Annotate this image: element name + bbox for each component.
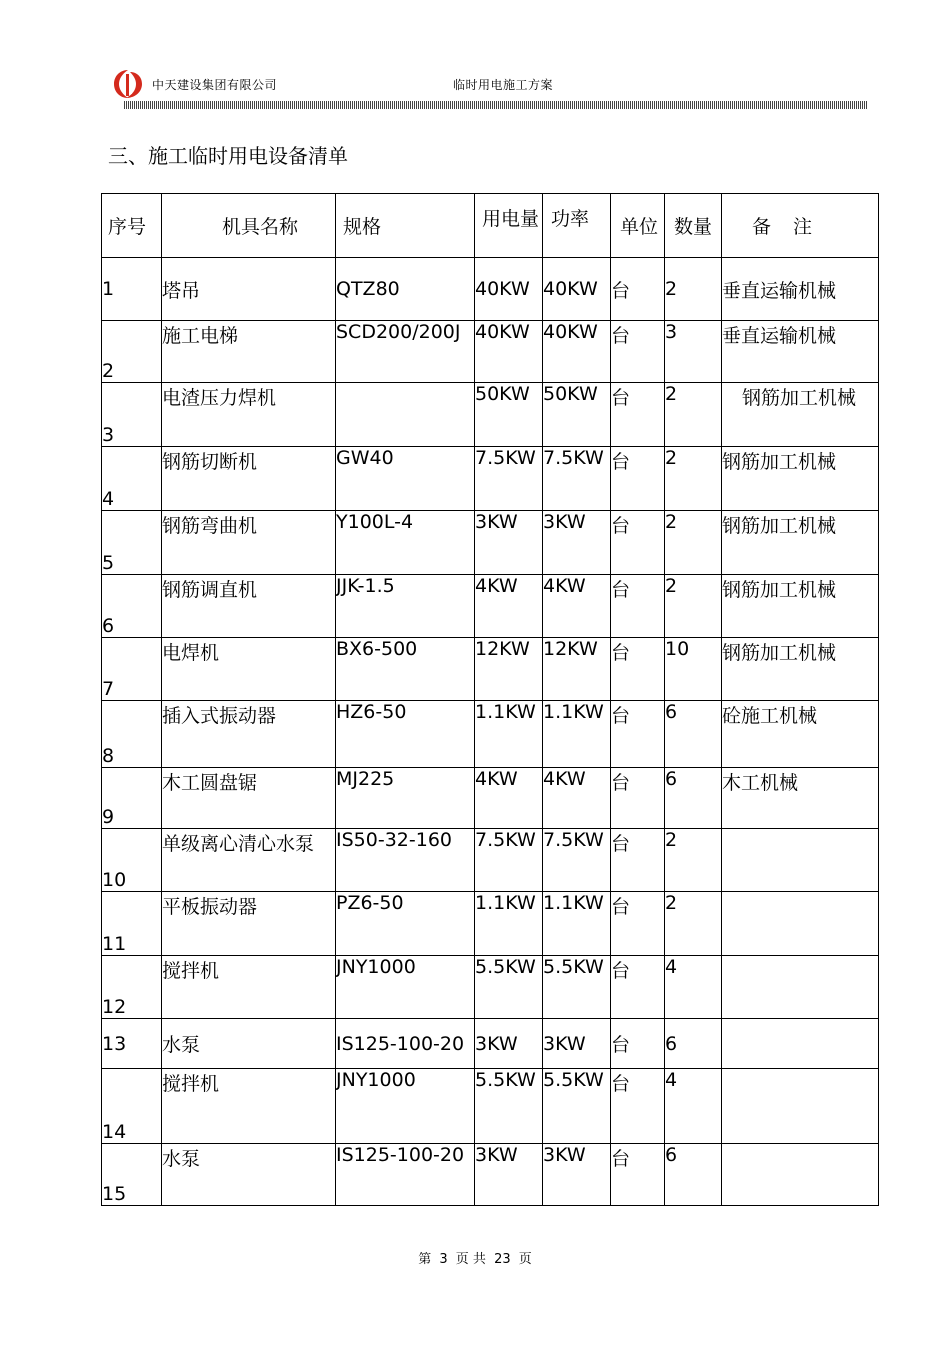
cell-name: 钢筋切断机 xyxy=(162,447,336,511)
cell-seq: 12 xyxy=(102,956,162,1019)
cell-unit: 台 xyxy=(611,447,665,511)
header-seq: 序号 xyxy=(102,194,162,258)
header-unit: 单位 xyxy=(611,194,665,258)
cell-unit: 台 xyxy=(611,1144,665,1206)
cell-power: 5.5KW xyxy=(543,1069,611,1144)
cell-usage: 7.5KW xyxy=(475,829,543,892)
cell-name: 钢筋调直机 xyxy=(162,575,336,638)
cell-unit: 台 xyxy=(611,1069,665,1144)
table-row xyxy=(102,638,879,701)
cell-unit: 台 xyxy=(611,511,665,575)
table-row xyxy=(102,383,879,447)
footer-middle: 页 共 xyxy=(455,1252,486,1267)
cell-qty: 3 xyxy=(665,321,722,383)
cell-unit: 台 xyxy=(611,768,665,829)
cell-seq: 9 xyxy=(102,768,162,829)
cell-name: 单级离心清心水泵 xyxy=(162,829,336,892)
cell-usage: 3KW xyxy=(475,1019,543,1069)
cell-usage: 3KW xyxy=(475,511,543,575)
cell-note: 垂直运输机械 xyxy=(722,321,879,383)
cell-note: 垂直运输机械 xyxy=(722,258,879,321)
cell-spec: HZ6-50 xyxy=(336,701,475,768)
table-row xyxy=(102,701,879,768)
table-row xyxy=(102,1144,879,1206)
cell-qty: 2 xyxy=(665,829,722,892)
cell-qty: 2 xyxy=(665,892,722,956)
cell-qty: 6 xyxy=(665,1019,722,1069)
cell-note: 钢筋加工机械 xyxy=(722,511,879,575)
cell-name: 钢筋弯曲机 xyxy=(162,511,336,575)
cell-qty: 2 xyxy=(665,447,722,511)
cell-name: 插入式振动器 xyxy=(162,701,336,768)
cell-spec: MJ225 xyxy=(336,768,475,829)
table-row xyxy=(102,892,879,956)
cell-usage: 5.5KW xyxy=(475,1069,543,1144)
cell-usage: 1.1KW xyxy=(475,701,543,768)
cell-note xyxy=(722,1019,879,1069)
cell-power: 50KW xyxy=(543,383,611,447)
cell-spec: IS125-100-20 xyxy=(336,1019,475,1069)
cell-unit: 台 xyxy=(611,892,665,956)
cell-qty: 6 xyxy=(665,701,722,768)
table-row xyxy=(102,829,879,892)
cell-name: 施工电梯 xyxy=(162,321,336,383)
cell-spec: JNY1000 xyxy=(336,956,475,1019)
cell-qty: 6 xyxy=(665,768,722,829)
cell-usage: 40KW xyxy=(475,258,543,321)
footer-suffix: 页 xyxy=(518,1252,532,1267)
cell-unit: 台 xyxy=(611,258,665,321)
cell-seq: 1 xyxy=(102,258,162,321)
cell-spec: JJK-1.5 xyxy=(336,575,475,638)
table-row xyxy=(102,447,879,511)
cell-qty: 2 xyxy=(665,383,722,447)
table-row xyxy=(102,511,879,575)
cell-seq: 15 xyxy=(102,1144,162,1206)
cell-spec: IS125-100-20 xyxy=(336,1144,475,1206)
page-header xyxy=(0,0,950,120)
cell-power: 3KW xyxy=(543,1019,611,1069)
company-name: 中天建设集团有限公司 xyxy=(152,78,278,92)
table-row xyxy=(102,956,879,1019)
cell-usage: 4KW xyxy=(475,768,543,829)
cell-seq: 10 xyxy=(102,829,162,892)
cell-seq: 2 xyxy=(102,321,162,383)
cell-name: 塔吊 xyxy=(162,258,336,321)
cell-seq: 4 xyxy=(102,447,162,511)
cell-usage: 5.5KW xyxy=(475,956,543,1019)
cell-power: 1.1KW xyxy=(543,701,611,768)
cell-seq: 13 xyxy=(102,1019,162,1069)
cell-spec: SCD200/200J xyxy=(336,321,475,383)
cell-usage: 50KW xyxy=(475,383,543,447)
header-name: 机具名称 xyxy=(162,194,336,258)
cell-usage: 4KW xyxy=(475,575,543,638)
cell-note: 钢筋加工机械 xyxy=(722,383,879,447)
cell-note: 砼施工机械 xyxy=(722,701,879,768)
cell-power: 4KW xyxy=(543,768,611,829)
cell-spec: PZ6-50 xyxy=(336,892,475,956)
header-note: 备注 xyxy=(722,194,879,258)
cell-power: 1.1KW xyxy=(543,892,611,956)
cell-note: 钢筋加工机械 xyxy=(722,575,879,638)
company-logo-icon xyxy=(112,68,144,100)
cell-power: 4KW xyxy=(543,575,611,638)
header-spec: 规格 xyxy=(336,194,475,258)
table-row xyxy=(102,768,879,829)
cell-seq: 7 xyxy=(102,638,162,701)
equipment-table xyxy=(101,193,879,1206)
cell-power: 7.5KW xyxy=(543,447,611,511)
document-title: 临时用电施工方案 xyxy=(453,78,554,92)
cell-name: 电渣压力焊机 xyxy=(162,383,336,447)
cell-qty: 4 xyxy=(665,956,722,1019)
cell-unit: 台 xyxy=(611,829,665,892)
cell-qty: 2 xyxy=(665,511,722,575)
cell-power: 12KW xyxy=(543,638,611,701)
cell-qty: 6 xyxy=(665,1144,722,1206)
cell-name: 水泵 xyxy=(162,1019,336,1069)
table-row xyxy=(102,1019,879,1069)
cell-power: 5.5KW xyxy=(543,956,611,1019)
cell-name: 平板振动器 xyxy=(162,892,336,956)
header-power: 功率 xyxy=(543,194,611,258)
cell-seq: 14 xyxy=(102,1069,162,1144)
table-header-row xyxy=(102,194,879,258)
cell-usage: 1.1KW xyxy=(475,892,543,956)
cell-qty: 4 xyxy=(665,1069,722,1144)
cell-note xyxy=(722,1144,879,1206)
cell-spec xyxy=(336,383,475,447)
cell-unit: 台 xyxy=(611,701,665,768)
cell-name: 电焊机 xyxy=(162,638,336,701)
cell-seq: 8 xyxy=(102,701,162,768)
footer-total-pages: 23 xyxy=(494,1252,511,1267)
cell-spec: JNY1000 xyxy=(336,1069,475,1144)
cell-power: 3KW xyxy=(543,1144,611,1206)
cell-unit: 台 xyxy=(611,956,665,1019)
cell-spec: GW40 xyxy=(336,447,475,511)
cell-note: 钢筋加工机械 xyxy=(722,447,879,511)
cell-note xyxy=(722,829,879,892)
cell-usage: 12KW xyxy=(475,638,543,701)
cell-spec: Y100L-4 xyxy=(336,511,475,575)
cell-note xyxy=(722,892,879,956)
cell-usage: 40KW xyxy=(475,321,543,383)
cell-power: 7.5KW xyxy=(543,829,611,892)
table-row xyxy=(102,258,879,321)
cell-unit: 台 xyxy=(611,1019,665,1069)
cell-name: 木工圆盘锯 xyxy=(162,768,336,829)
cell-seq: 3 xyxy=(102,383,162,447)
cell-seq: 11 xyxy=(102,892,162,956)
table-row xyxy=(102,321,879,383)
footer-prefix: 第 xyxy=(418,1252,432,1267)
cell-seq: 5 xyxy=(102,511,162,575)
cell-qty: 2 xyxy=(665,258,722,321)
cell-note xyxy=(722,956,879,1019)
cell-seq: 6 xyxy=(102,575,162,638)
section-title: 三、施工临时用电设备清单 xyxy=(108,144,348,168)
cell-name: 搅拌机 xyxy=(162,956,336,1019)
cell-qty: 10 xyxy=(665,638,722,701)
cell-unit: 台 xyxy=(611,575,665,638)
cell-spec: IS50-32-160 xyxy=(336,829,475,892)
cell-name: 搅拌机 xyxy=(162,1069,336,1144)
cell-usage: 7.5KW xyxy=(475,447,543,511)
table-row xyxy=(102,575,879,638)
header-usage: 用电量 xyxy=(475,194,543,258)
cell-note: 钢筋加工机械 xyxy=(722,638,879,701)
cell-power: 40KW xyxy=(543,321,611,383)
footer-page-number: 3 xyxy=(439,1252,448,1267)
cell-spec: BX6-500 xyxy=(336,638,475,701)
header-divider xyxy=(124,101,868,109)
cell-unit: 台 xyxy=(611,383,665,447)
cell-note xyxy=(722,1069,879,1144)
page-footer xyxy=(0,1248,950,1267)
cell-usage: 3KW xyxy=(475,1144,543,1206)
cell-power: 3KW xyxy=(543,511,611,575)
cell-unit: 台 xyxy=(611,321,665,383)
table-body xyxy=(102,258,879,1206)
table-row xyxy=(102,1069,879,1144)
cell-unit: 台 xyxy=(611,638,665,701)
header-qty: 数量 xyxy=(665,194,722,258)
cell-spec: QTZ80 xyxy=(336,258,475,321)
cell-note: 木工机械 xyxy=(722,768,879,829)
cell-qty: 2 xyxy=(665,575,722,638)
cell-power: 40KW xyxy=(543,258,611,321)
cell-name: 水泵 xyxy=(162,1144,336,1206)
